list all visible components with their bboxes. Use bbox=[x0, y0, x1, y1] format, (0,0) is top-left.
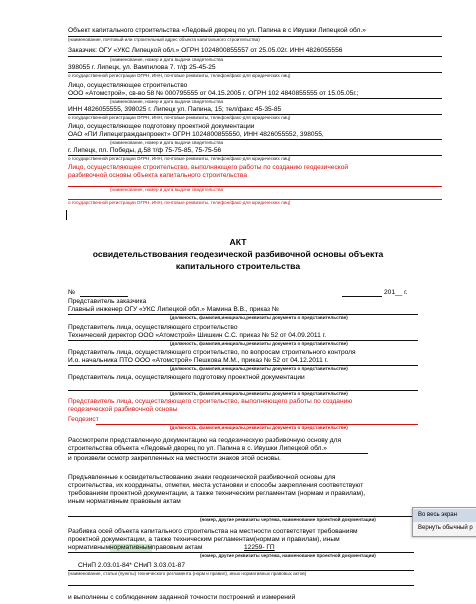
rep-customer-label: Представитель заказчика bbox=[68, 298, 147, 305]
rule bbox=[68, 585, 414, 586]
rep-geo-label: Представитель лица, осуществляющего строительство, выполняющего работы по созданию bbox=[68, 398, 353, 405]
act-subtitle-2: капитального строительства bbox=[175, 261, 301, 271]
axes-caption: (номер, другие реквизиты чертежа, наименование проектной документации) bbox=[200, 553, 376, 558]
object-line: Объект капитального строительства «Ледовый дворец по ул. Папина в с Ивушки Липецкой обл.» bbox=[68, 27, 366, 34]
present-line-3: требованиям проектной документации, а также техническим регламентам (нормам и правилам), bbox=[68, 490, 366, 497]
axes-line-3a: нормативным bbox=[68, 544, 111, 551]
text-cursor bbox=[66, 210, 67, 220]
rep-builder: Технический директор ООО «Атомстрой» Шишкин С.С. приказ № 52 от 04.09.2011 г. bbox=[68, 332, 327, 339]
act-year: 201__ г. bbox=[384, 289, 408, 296]
present-line-4: иным нормативным правовым актам bbox=[68, 498, 181, 505]
review-line-3: и произвели осмотр закрепленных на местности знаков этой основы. bbox=[68, 455, 281, 462]
geo-caption-2: о государственной регистрации ОГРН, ИНН, почтовые реквизиты, телефон/факс-для юридических лиц) bbox=[68, 200, 291, 205]
last-line: и выполнены с соблюдением заданной точности построений и измерений bbox=[68, 594, 296, 601]
customer-caption-1: (наименование, номер и дата выдачи свидетельства bbox=[110, 57, 224, 62]
designer-caption-1: (наименование, номер и дата выдачи свидетельства bbox=[110, 140, 224, 145]
rule bbox=[342, 296, 382, 297]
rep-control-label: Представитель лица, осуществляющего строительство, по вопросам строительного контроля bbox=[68, 349, 356, 356]
designer-line: ОАО «ПИ Липецкгражданпроект» ОГРН 1024800855550, ИНН 4826055552, 398055, bbox=[68, 131, 324, 138]
designer-label: Лицо, осуществляющее подготовку проектной документации bbox=[68, 123, 255, 130]
designer-address: г. Липецк, пл. Победы, д.58 т/ф 75-75-85, 75-75-56 bbox=[68, 147, 222, 154]
present-line-2: строительства, их координаты, отметки, места установки и способы закрепления соответствуют bbox=[68, 482, 364, 489]
context-menu bbox=[412, 507, 476, 537]
builder-address: ИНН 4826055555, 398025 г. Липецк ул. Папина, 15; тел/факс 45-35-85 bbox=[68, 106, 282, 113]
rule bbox=[68, 453, 368, 454]
axes-line-3c: правовым актам bbox=[152, 544, 203, 551]
rep-builder-caption: (должность, фамилия,инициалы,реквизиты документа о представительстве) bbox=[170, 341, 348, 346]
geo-caption-1: (наименование, номер и дата выдачи свидетельства bbox=[110, 187, 224, 192]
review-line-2: строительства объекта «Ледовый дворец по ул. Папина в с. Ивушки Липецкой обл.» bbox=[68, 445, 327, 452]
rep-geo-name: Геодезист bbox=[68, 416, 99, 423]
snip-reference: СНиП 2.03.01-84* СНиП 3.03.01-87 bbox=[78, 562, 186, 569]
customer-caption-2: о государственной регистрации ОГРН, ИНН, почтовые реквизиты, телефон/факс-для юридических лиц) bbox=[68, 73, 291, 78]
rep-builder-label: Представитель лица, осуществляющего строительство bbox=[68, 324, 238, 331]
geo-label: Лицо, осуществляющее строительство, выполняющего работы по созданию геодезической bbox=[68, 164, 349, 171]
rep-geo-label-2: геодезической разбивочной основы bbox=[68, 406, 178, 413]
rep-customer: Главный инженер ОГУ «УКС Липецкой обл.» Мамина В.В., приказ № bbox=[68, 306, 279, 313]
menu-item-fullscreen[interactable]: Во весь экран bbox=[413, 509, 476, 522]
review-line-1: Рассмотрели представленную документацию на геодезическую разбивочную основу для bbox=[68, 437, 342, 444]
act-title: АКТ bbox=[229, 237, 247, 247]
rep-designer-caption: (должность, фамилия,инициалы,реквизиты документа о представительстве) bbox=[170, 391, 348, 396]
customer-address: 398055 г. Липецк, ул. Вампилова 7. т/ф 25-45-25 bbox=[68, 64, 216, 71]
rep-customer-caption: (должность, фамилия,инициалы,реквизиты документа о представительстве) bbox=[170, 315, 348, 320]
builder-line: ООО «Атомстрой», св-во 58 № 000795555 от 04.15.2005 г. ОГРН 102 4840855555 от 15.05.05г.; bbox=[68, 90, 359, 97]
present-caption: (номер, другие реквизиты чертежа, наименование проектной документации) bbox=[200, 517, 376, 522]
rep-geo-caption: (должность, фамилия,инициалы,реквизиты документа о представительстве) bbox=[170, 425, 348, 430]
axes-line-1: Разбивка осей объекта капитального строительства на местности соответствует требованиям bbox=[68, 528, 358, 535]
menu-item-restore[interactable]: Вернуть обычный р bbox=[418, 525, 473, 531]
builder-caption-1: (наименование, номер и дата выдачи свидетельства bbox=[110, 99, 224, 104]
builder-caption-2: о государственной регистрации ОГРН, ИНН, почтовые реквизиты, телефон/факс-для юридических лиц) bbox=[68, 115, 291, 120]
act-subtitle: освидетельствования геодезической разбивочной основы объекта bbox=[92, 249, 384, 259]
axes-drawing-number: 12259- ГП bbox=[244, 544, 275, 551]
customer-line: Заказчик: ОГУ «УКС Липецкой обл.» ОГРН 1024800855557 от 25.05.02г. ИНН 4826055556 bbox=[68, 47, 343, 54]
geo-label-2: разбивочной основы объекта капитального строительства bbox=[68, 172, 247, 179]
axes-line-2: проектной документации, а также техническим регламентам(нормам и правилам), иным bbox=[68, 536, 340, 543]
axes-line-3b: нормативным bbox=[110, 544, 153, 551]
rep-control-caption: (должность, фамилия,инициалы,реквизиты документа о представительстве) bbox=[170, 366, 348, 371]
rep-designer-label: Представитель лица, осуществляющего подготовку проектной документации bbox=[68, 374, 305, 381]
object-caption: (наименование, почтовый или строительный адрес объекта капитального строительства) bbox=[68, 37, 260, 42]
builder-label: Лицо, осуществляющее строительство bbox=[68, 82, 188, 89]
rep-control: И.о. начальника ПТО ООО «Атомстрой» Пешкова М.М., приказ № 52 от 04.12.2011 г. bbox=[68, 357, 329, 364]
act-number: № bbox=[68, 289, 76, 296]
rule bbox=[80, 296, 128, 297]
present-line-1: Предъявленные к освидетельствованию знаки геодезической разбивочной основы для bbox=[68, 474, 336, 481]
snip-caption: (наименование, статьи (пункты) технического регламента (норм и правил), иных нормативных правовых актов) bbox=[68, 571, 307, 576]
designer-caption-2: о государственной регистрации ОГРН, ИНН, почтовые реквизиты, телефон/факс-для юридических лиц) bbox=[68, 156, 291, 161]
